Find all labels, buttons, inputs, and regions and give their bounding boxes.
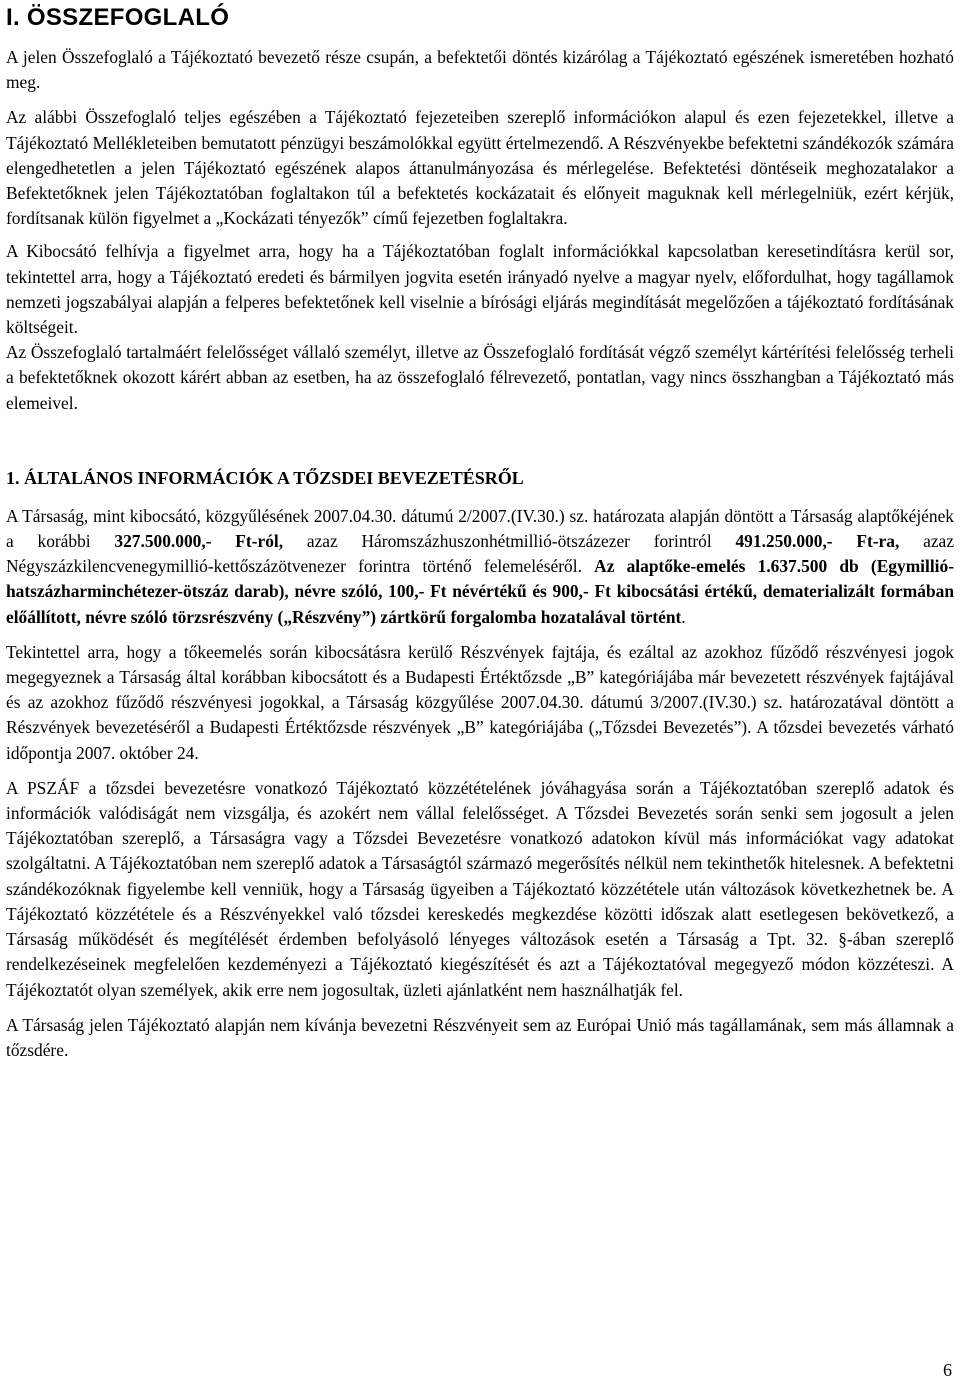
section-p1-text-2: azaz Háromszázhuszonhétmillió-ötszázezer forintról [283,531,736,552]
section-paragraph-4: A Társaság jelen Tájékoztató alapján nem kívánja bevezetni Részvényeit sem az Európai Unió más tagállamának, sem más államnak a tőzsdére. [6,1014,954,1060]
section-p1-bold-1: 327.500.000,- Ft-ról, [114,531,284,552]
section-p1-bold-3: Az alaptőke-emelés 1.637.500 db (Egymillió-hatszázharminchétezer-ötszáz darab), névre szóló, 100,- Ft névértékű és 900,- Ft kibocsátási értékű, dematerializált formában előállított, névre szóló törzsrészvény („Részvény”) zártkörű forgalomba hozatalával történt [6,556,954,627]
section-p1-bold-2: 491.250.000,- Ft-ra, [735,531,900,552]
document-page [6,0,954,1073]
page-title: I. ÖSSZEFOGLALÓ [6,4,230,31]
intro-paragraph-3: A Kibocsátó felhívja a figyelmet arra, hogy ha a Tájékoztatóban foglalt információkkal kapcsolatban keresetindításra kerül sor, tekintettel arra, hogy a Tájékoztató eredeti és bármilyen jogvita esetén irányadó nyelve a magyar nyelv, előfordulhat, hogy tagállamok nemzeti jogszabályai alapján a felperes befektetőnek kell viselnie a bírósági eljárás megindítását megelőzően a tájékoztató fordításának költségeit. [6,241,954,338]
section-paragraph-1 [6,504,954,630]
section-paragraph-2: Tekintettel arra, hogy a tőkeemelés során kibocsátásra kerülő Részvények fajtája, és ezáltal az azokhoz fűződő részvényesi jogok megegyeznek a Társaság által korábban kibocsátott és a Budapesti Értéktőzsde „B” kategóriájába már bevezetett részvények fajtájával és az azokhoz fűződő részvényesi jogokkal, a Társaság közgyűlése 2007.04.30. dátumú 3/2007.(IV.30.) sz. határozatával döntött a Részvények bevezetéséről a Budapesti Értéktőzsde részvények „B” kategóriájába („Tőzsdei Bevezetés”). A tőzsdei bevezetés várható időpontja 2007. október 24. [6,641,954,763]
page-number: 6 [943,1360,952,1380]
section-p1-text-1: A Társaság, mint kibocsátó, közgyűlésének 2007.04.30. dátumú 2/2007.(IV.30.) sz. határozata alapján döntött a Társaság alaptőkéjének a korábbi [6,505,954,552]
section-paragraph-3: A PSZÁF a tőzsdei bevezetésre vonatkozó Tájékoztató közzétételének jóváhagyása során a Tájékoztatóban szereplő adatok és információk valódiságát nem vizsgálja, és azokért nem vállal felelősséget. A Tőzsdei Bevezetés során senki sem jogosult a jelen Tájékoztatóban szereplő, a Társaságra vagy a Tőzsdei Bevezetésre vonatkozó adatokon kívül más információkat vagy adatokat szolgáltatni. A Tájékoztatóban nem szereplő adatok a Társaságtól származó megerősítés nélkül nem tekinthetők hitelesnek. A befektetni szándékozóknak figyelembe kell venniük, hogy a Társaság ügyeiben a Tájékoztató közzététele után változások következhetnek be. A Tájékoztató közzététele és a Részvényekkel való tőzsdei kereskedés megkezdése közötti időszak alatt esetlegesen bekövetkező, a Társaság működését és megítélését érdemben befolyásoló lényeges változások esetén a Társaság a Tpt. 32. §-ában szereplő rendelkezéseinek megfelelően kezdeményezi a Tájékoztató kiegészítését és azt a Tájékoztatóval megegyező módon közzéteszi. A Tájékoztatót olyan személyek, akik erre nem jogosultak, üzleti ajánlatként nem használhatják fel. [6,777,954,1000]
section-p1-text-4: . [681,606,686,627]
intro-paragraph-1: A jelen Összefoglaló a Tájékoztató bevezető része csupán, a befektetői döntés kizárólag a Tájékoztató egészének ismeretében hozható meg. [6,47,954,93]
intro-paragraph-4: Az Összefoglaló tartalmáért felelősséget vállaló személyt, illetve az Összefoglaló fordítását végző személyt kártérítési felelősség terheli a befektetőknek okozott kárért abban az esetben, ha az összefoglaló félrevezető, pontatlan, vagy nincs összhangban a Tájékoztató más elemeivel. [6,342,954,413]
section-heading: 1. ÁLTALÁNOS INFORMÁCIÓK A TŐZSDEI BEVEZETÉSRŐL [6,467,524,488]
intro-paragraph-2: Az alábbi Összefoglaló teljes egészében a Tájékoztató fejezeteiben szereplő információkon alapul és ezen fejezetekkel, illetve a Tájékoztató Mellékleteiben bemutatott pénzügyi beszámolókkal együtt értelmezendő. A Részvényekbe befektetni szándékozók számára elengedhetetlen a jelen Tájékoztató egészének alapos áttanulmányozása és mérlegelése. Befektetési döntéseik meghozatalakor a Befektetőknek jelen Tájékoztatóban foglaltakon túl a befektetés kockázatait és előnyeit maguknak kell mérlegelniük, ezért kérjük, fordítsanak külön figyelmet a „Kockázati tényezők” című fejezetben foglaltakra. [6,107,954,229]
section-p1-text-3: azaz Négyszázkilencvenegymillió-kettőszázötvenezer forintra történő felemeléséről. [6,531,954,577]
